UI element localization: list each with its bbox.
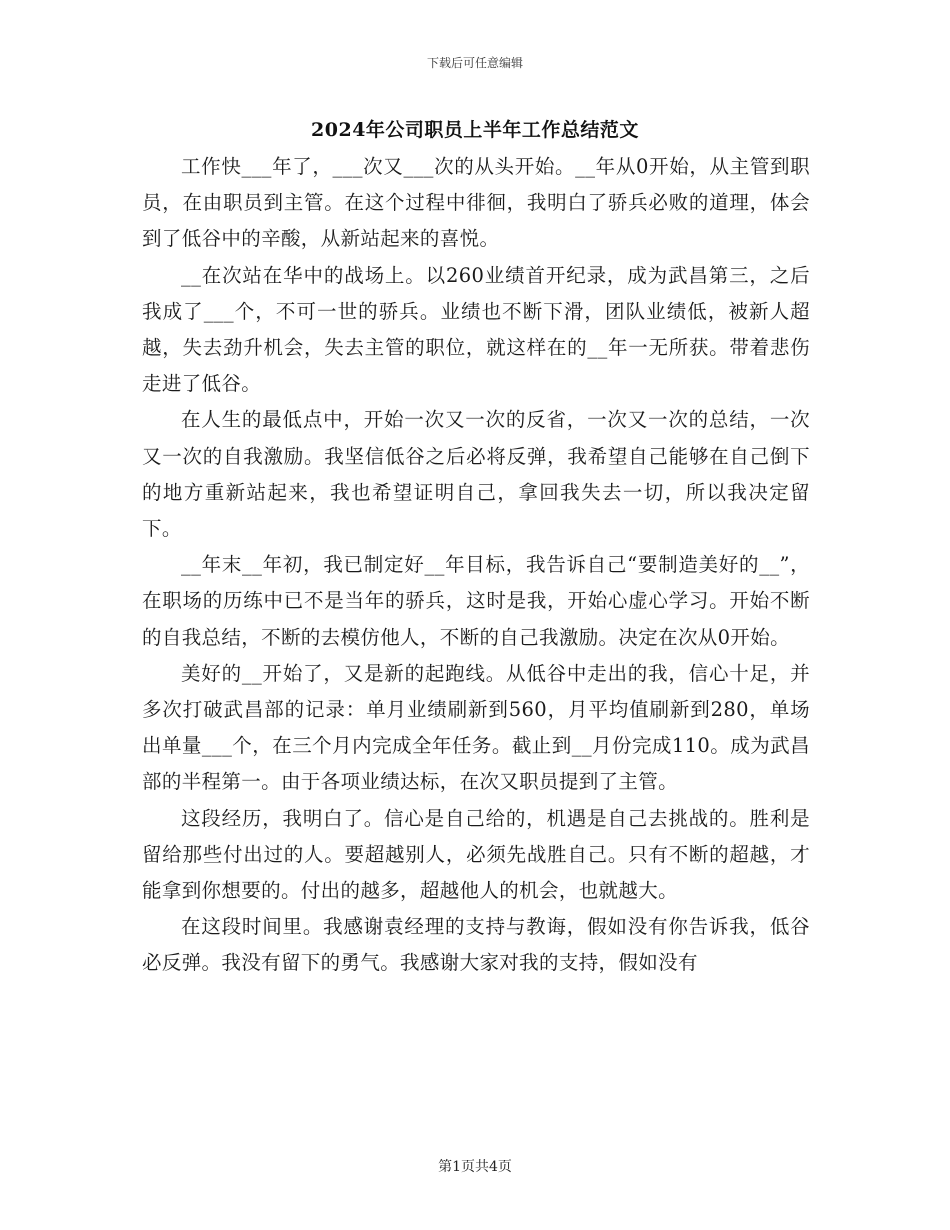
document-title: 2024年公司职员上半年工作总结范文 xyxy=(311,119,639,141)
paragraph: __在次站在华中的战场上。以260业绩首开纪录，成为武昌第三，之后我成了___个，不可一世的骄兵。业绩也不断下滑，团队业绩低，被新人超越，失去劲升机会，失去主管的职位，就这样在的__年一无所获。带着悲伤走进了低谷。 xyxy=(142,263,810,396)
paragraph: 在这段时间里。我感谢袁经理的支持与教诲，假如没有你告诉我，低谷必反弹。我没有留下的勇气。我感谢大家对我的支持，假如没有 xyxy=(142,915,810,975)
paragraph: 在人生的最低点中，开始一次又一次的反省，一次又一次的总结，一次又一次的自我激励。我坚信低谷之后必将反弹，我希望自己能够在自己倒下的地方重新站起来，我也希望证明自己，拿回我失去一切，所以我决定留下。 xyxy=(142,408,810,541)
page-header-note: 下载后可任意编辑 xyxy=(426,56,523,70)
paragraph: 这段经历，我明白了。信心是自己给的，机遇是自己去挑战的。胜利是留给那些付出过的人。要超越别人，必须先战胜自己。只有不断的超越，才能拿到你想要的。付出的越多，超越他人的机会，也就越大。 xyxy=(142,806,810,903)
document-body xyxy=(142,149,810,982)
paragraph: __年末__年初，我已制定好__年目标，我告诉自己“要制造美好的__”，在职场的历练中已不是当年的骄兵，这时是我，开始心虚心学习。开始不断的自我总结，不断的去模仿他人，不断的自己我激励。决定在次从0开始。 xyxy=(142,553,810,649)
page-number-footer: 第1页共4页 xyxy=(438,1159,512,1175)
paragraph: 工作快___年了，___次又___次的从头开始。__年从0开始，从主管到职员，在由职员到主管。在这个过程中徘徊，我明白了骄兵必败的道理，体会到了低谷中的辛酸，从新站起来的喜悦。 xyxy=(142,155,810,251)
paragraph: 美好的__开始了，又是新的起跑线。从低谷中走出的我，信心十足，并多次打破武昌部的记录：单月业绩刷新到560，月平均值刷新到280，单场出单量___个，在三个月内完成全年任务。截止到__月份完成110。成为武昌部的半程第一。由于各项业绩达标，在次又职员提到了主管。 xyxy=(142,661,810,794)
